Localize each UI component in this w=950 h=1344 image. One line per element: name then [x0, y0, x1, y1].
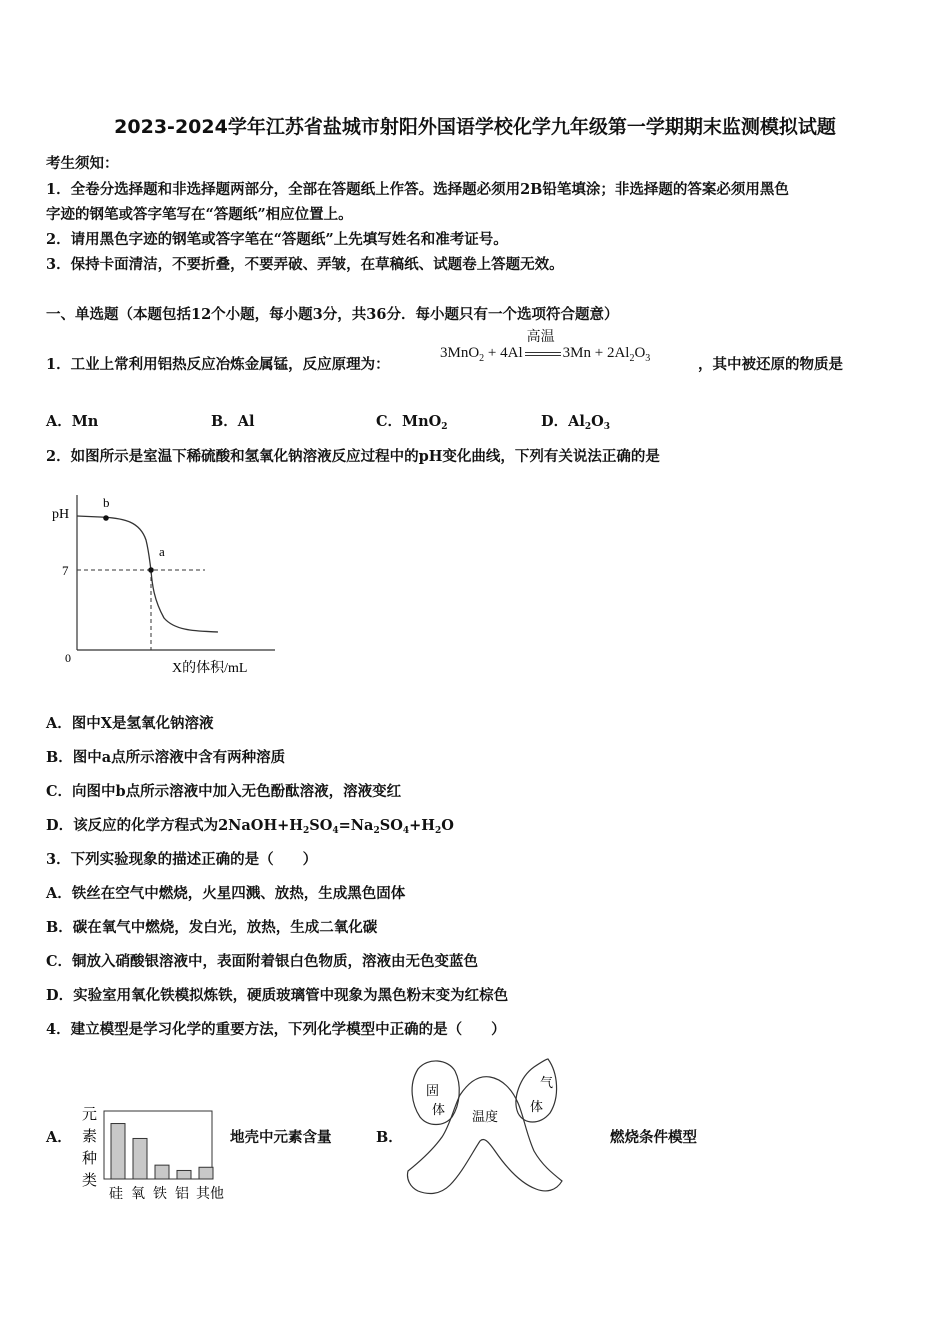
- y-label-char-3: 种: [82, 1151, 98, 1167]
- q2-d-s5: 2: [434, 826, 442, 836]
- eq-right-a: 3Mn + 2Al: [562, 345, 630, 361]
- x-label-1: 硅: [109, 1187, 123, 1202]
- q3-option-d: D．实验室用氧化铁模拟炼铁，硬质玻璃管中现象为黑色粉末变为红棕色: [46, 987, 509, 1004]
- x-label-5: 其他: [196, 1187, 224, 1202]
- temperature-label: 温度: [472, 1109, 499, 1124]
- q2-d-c: =Na: [338, 817, 374, 834]
- q3-stem: 3．下列实验现象的描述正确的是（ ）: [46, 851, 318, 868]
- bar-1: [111, 1124, 125, 1179]
- q2-d-d: SO: [379, 817, 403, 834]
- q2-d-s2: 4: [332, 826, 339, 836]
- q1-c-text: C．MnO: [376, 413, 442, 430]
- q2-d-s3: 2: [373, 826, 380, 836]
- eq-double-line: [525, 352, 561, 356]
- q1-stem: 1．工业上常利用铝热反应冶炼金属锰，反应原理为：: [46, 356, 390, 373]
- gas-char-2: 体: [530, 1099, 544, 1114]
- eq-arrow: [523, 330, 563, 362]
- ph-curve: [77, 516, 218, 632]
- q2-option-a: A．图中X是氢氧化钠溶液: [46, 715, 214, 732]
- q2-d-s1: 2: [303, 826, 310, 836]
- notice-line-3: 3．保持卡面清洁，不要折叠，不要弄破、弄皱，在草稿纸、试题卷上答题无效。: [46, 256, 564, 273]
- bar-5: [199, 1167, 213, 1179]
- eq-right-sub1: 2: [629, 353, 635, 364]
- point-b: [103, 515, 109, 521]
- q2-option-d: [46, 814, 454, 836]
- page-title: 2023-2024学年江苏省盐城市射阳外国语学校化学九年级第一学期期末监测模拟试题: [114, 116, 836, 138]
- x-axis-label: X的体积/mL: [172, 661, 248, 676]
- q1-d-sub2: 3: [603, 422, 611, 432]
- q1-c-sub: 2: [441, 422, 448, 432]
- q2-option-c: C．向图中b点所示溶液中加入无色酚酞溶液，溶液变红: [46, 783, 402, 800]
- origin-label: 0: [65, 651, 71, 665]
- point-a-label: a: [159, 544, 165, 559]
- q2-d-a: D．该反应的化学方程式为2NaOH+H: [46, 817, 303, 834]
- solid-char-2: 体: [432, 1102, 446, 1117]
- q4-option-b-caption: 燃烧条件模型: [610, 1129, 697, 1146]
- q3-option-b: B．碳在氧气中燃烧，发白光，放热，生成二氧化碳: [46, 919, 378, 936]
- q4-option-a-label: A．: [46, 1129, 72, 1146]
- notice-line-1-cont: 字迹的钢笔或答字笔写在“答题纸”相应位置上。: [46, 206, 353, 223]
- element-content-chart: [78, 1100, 228, 1210]
- q1-option-b: B．Al: [211, 413, 255, 430]
- eq-condition: 高温: [526, 330, 555, 345]
- q4-stem: 4．建立模型是学习化学的重要方法，下列化学模型中正确的是（ ）: [46, 1021, 506, 1038]
- x-label-4: 铝: [175, 1187, 189, 1202]
- y-label: [82, 1106, 97, 1189]
- y-label-char-2: 素: [82, 1129, 98, 1145]
- eq-right-sub2: 3: [645, 353, 651, 364]
- x-label-2: 氧: [131, 1187, 145, 1202]
- bar-2: [133, 1138, 147, 1179]
- notice-heading: 考生须知：: [46, 155, 119, 172]
- q2-option-b: B．图中a点所示溶液中含有两种溶质: [46, 749, 286, 766]
- notice-line-2: 2．请用黑色字迹的钢笔或答字笔在“答题纸”上先填写姓名和准考证号。: [46, 231, 508, 248]
- y-tick-7: 7: [62, 563, 69, 578]
- bar-3: [155, 1165, 169, 1179]
- q2-d-s4: 4: [402, 826, 410, 836]
- q3-option-c: C．铜放入硝酸银溶液中，表面附着银白色物质，溶液由无色变蓝色: [46, 953, 479, 970]
- eq-left-sub: 2: [479, 353, 485, 364]
- bars-group: [111, 1124, 213, 1179]
- q1-equation: [440, 330, 651, 364]
- combustion-model-diagram: [400, 1055, 570, 1205]
- y-label-char-4: 类: [82, 1173, 98, 1189]
- q1-d-text-b: O: [591, 413, 604, 430]
- gas-char-1: 气: [540, 1075, 554, 1090]
- q3-option-a: A．铁丝在空气中燃烧，火星四溅、放热，生成黑色固体: [46, 885, 406, 902]
- q1-option-a: A．Mn: [46, 413, 99, 430]
- solid-char-1: 固: [426, 1083, 440, 1098]
- bar-4: [177, 1170, 191, 1179]
- eq-right-b: O: [634, 345, 646, 361]
- q1-d-sub1: 2: [584, 422, 592, 432]
- y-axis-label: pH: [52, 507, 70, 522]
- q2-d-f: O: [441, 817, 454, 834]
- q1-option-d: [541, 410, 610, 432]
- q4-option-b-label: B．: [376, 1129, 403, 1146]
- x-label-3: 铁: [153, 1187, 167, 1202]
- point-b-label: b: [103, 495, 110, 510]
- eq-left-a: 3MnO: [440, 345, 480, 361]
- point-a: [148, 567, 154, 573]
- q2-d-b: SO: [309, 817, 333, 834]
- q1-option-c: [376, 410, 448, 432]
- q1-d-text-a: D．Al: [541, 413, 585, 430]
- q2-d-e: +H: [409, 817, 435, 834]
- y-label-char-1: 元: [82, 1107, 98, 1123]
- q4-option-a-caption: 地壳中元素含量: [230, 1129, 332, 1146]
- eq-left-b: + 4Al: [484, 345, 523, 361]
- q1-tail: ，其中被还原的物质是: [698, 356, 843, 373]
- q2-stem: 2．如图所示是室温下稀硫酸和氢氧化钠溶液反应过程中的pH变化曲线，下列有关说法正确的是: [46, 448, 660, 465]
- section-heading: 一、单选题（本题包括12个小题，每小题3分，共36分．每小题只有一个选项符合题意）: [46, 306, 619, 323]
- ph-curve-graph: [40, 480, 280, 685]
- x-labels-group: [109, 1185, 224, 1202]
- notice-line-1: 1．全卷分选择题和非选择题两部分，全部在答题纸上作答。选择题必须用2B铅笔填涂；非选择题的答案必须用黑色: [46, 181, 789, 198]
